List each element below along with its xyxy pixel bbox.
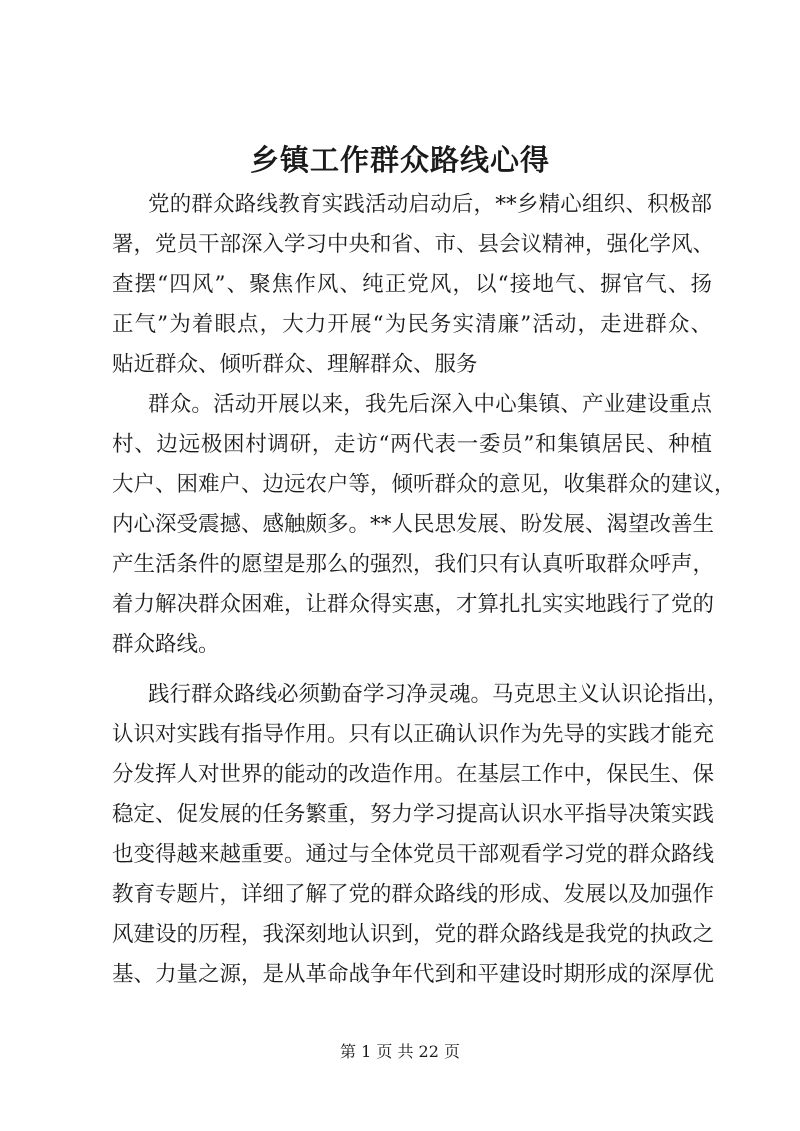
text-line: 正气”为着眼点，大力开展“为民务实清廉”活动，走进群众、	[112, 312, 712, 337]
text-line: 产生活条件的愿望是那么的强烈，我们只有认真听取群众呼声，	[112, 552, 715, 577]
text-line: 稳定、促发展的任务繁重，努力学习提高认识水平指导决策实践	[112, 802, 715, 827]
text-line: 内心深受震撼、感触颇多。**人民思发展、盼发展、渴望改善生	[112, 512, 715, 537]
text-line: 教育专题片，详细了解了党的群众路线的形成、发展以及加强作	[112, 882, 715, 907]
text-line: 认识对实践有指导作用。只有以正确认识作为先导的实践才能充	[112, 722, 715, 747]
text-line: 践行群众路线必须勤奋学习净灵魂。马克思主义认识论指出，	[148, 682, 729, 707]
document-title: 乡镇工作群众路线心得	[249, 143, 550, 177]
text-line: 党的群众路线教育实践活动启动后，**乡精心组织、积极部	[148, 192, 712, 217]
text-line: 基、力量之源，是从革命战争年代到和平建设时期形成的深厚优	[112, 962, 715, 987]
text-line: 署，党员干部深入学习中央和省、市、县会议精神，强化学风、	[112, 232, 715, 257]
text-line: 分发挥人对世界的能动的改造作用。在基层工作中，保民生、保	[112, 762, 715, 787]
text-line: 查摆“四风”、聚焦作风、纯正党风，以“接地气、摒官气、扬	[112, 272, 712, 297]
text-line: 也变得越来越重要。通过与全体党员干部观看学习党的群众路线	[112, 842, 715, 867]
text-line: 大户、困难户、边远农户等，倾听群众的意见，收集群众的建议，	[112, 472, 736, 497]
text-line: 着力解决群众困难，让群众得实惠，才算扎扎实实地践行了党的	[112, 592, 715, 617]
text-line: 群众。活动开展以来，我先后深入中心集镇、产业建设重点	[148, 392, 712, 417]
text-line: 贴近群众、倾听群众、理解群众、服务	[112, 352, 478, 377]
text-line: 村、边远极困村调研，走访“两代表一委员”和集镇居民、种植	[112, 432, 712, 457]
text-line: 群众路线。	[112, 632, 220, 657]
page-number-footer: 第 1 页 共 22 页	[340, 1042, 460, 1061]
text-line: 风建设的历程，我深刻地认识到，党的群众路线是我党的执政之	[112, 922, 715, 947]
